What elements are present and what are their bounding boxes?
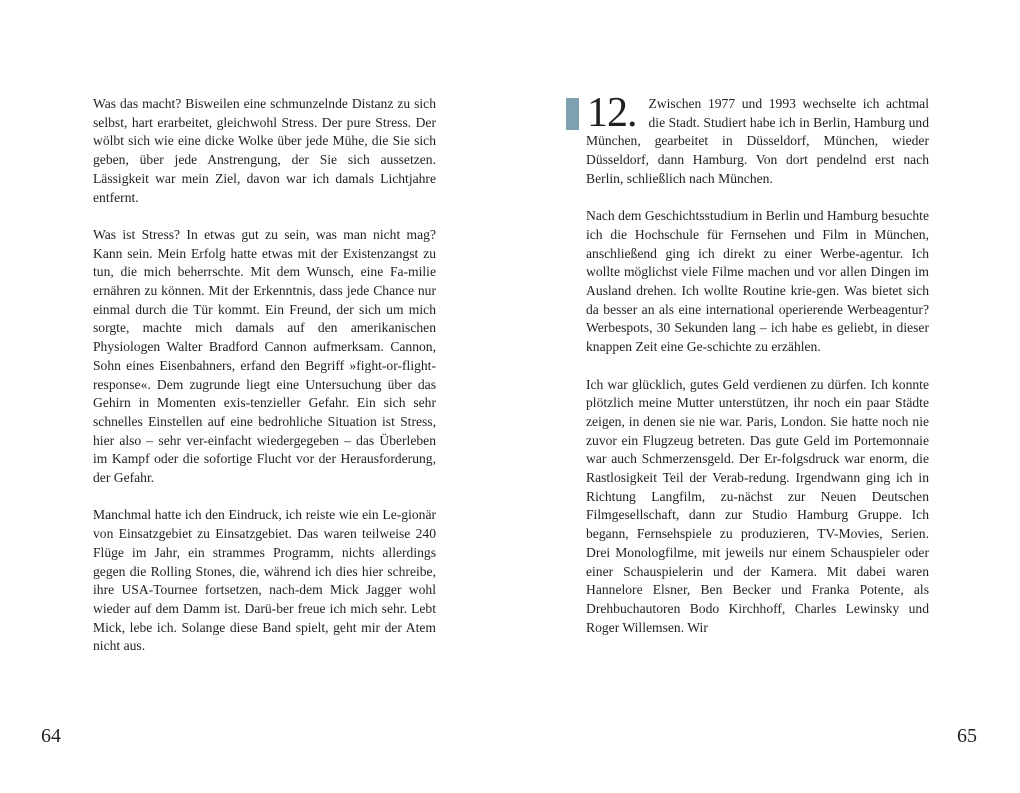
right-page-number: 65 [957, 725, 977, 747]
left-text-column [93, 95, 436, 675]
left-paragraph-1: Was das macht? Bisweilen eine schmunzelnde Distanz zu sich selbst, hart erarbeitet, gleichwohl Stress. Der pure Stress. Der wölbt sich wie eine dicke Wolke über jede Mühe, die Sie sich geben, über jede Anstrengung, der Sie sich aussetzen. Lässigkeit war mein Ziel, davon war ich damals Lichtjahre entfernt. [93, 96, 436, 205]
left-paragraph-2: Was ist Stress? In etwas gut zu sein, was man nicht mag? Kann sein. Mein Erfolg hatte etwas mit der Existenzangst zu tun, die mich beherrschte. Mit dem Wunsch, eine Fa-milie ernähren zu können. Mit der Erkenntnis, dass jede Chance nur einmal durch die Tür kommt. Ein Freund, der sich um mich sorgte, machte mich damals auf den amerikanischen Physiologen Walter Bradford Cannon aufmerksam. Cannon, Sohn eines Eisenbahners, erfand den Begriff »fight-or-flight-response«. Dem zugrunde liegt eine Untersuchung über das Gehirn in Momenten exis-tenzieller Gefahr. Ein sich sehr schnelles Einstellen auf eine bedrohliche Situation ist Stress, hier also – sehr ver-einfacht wiedergegeben – das Überleben im Kampf oder die sofortige Flucht vor der Herausforderung, der Gefahr. [93, 226, 436, 486]
chapter-number: 12. [587, 90, 637, 136]
right-page [510, 0, 1020, 793]
right-paragraph-2: Nach dem Geschichtsstudium in Berlin und Hamburg besuchte ich die Hochschule für Fernsehen und Film in München, anschließend ging ich direkt zu einer Werbe-agentur. Ich wollte möglichst viele Filme machen und vor allen Dingen im Ausland drehen. Ich wollte Routine krie-gen. Was bietet sich da besser an als eine international operierende Werbeagentur? Werbespots, 30 Sekunden lang – ich habe es geliebt, in dieser knappen Zeit eine Ge-schichte zu erzählen. [586, 208, 929, 355]
right-paragraph-1: Zwischen 1977 und 1993 wechselte ich achtmal die Stadt. Studiert habe ich in Berlin, Hamburg und München, gearbeitet in Düsseldorf, München, wieder Düsseldorf, dann Hamburg. Von dort pendelnd erst nach Berlin, schließlich nach München. [586, 96, 929, 186]
left-paragraph-3: Manchmal hatte ich den Eindruck, ich reiste wie ein Le-gionär von Einsatzgebiet zu Einsatzgebiet. Das waren teilweise 240 Flüge im Jahr, ein strammes Programm, nichts allerdings gegen die Rolling Stones, die, während ich dies hier schreibe, ihre USA-Tournee fortsetzen, nach-dem Mick Jagger wohl wieder auf dem Damm ist. Darü-ber freue ich mich sehr. Lebt Mick, lebe ich. Solange diese Band spielt, geht mir der Atem nicht aus. [93, 507, 436, 654]
right-paragraph-3: Ich war glücklich, gutes Geld verdienen zu dürfen. Ich konnte plötzlich meine Mutter unterstützen, ihr noch ein paar Städte zeigen, in denen sie nie war. Paris, London. Sie hatte noch nie zuvor ein Flugzeug betreten. Das gute Geld im Portemonnaie war auch Schmerzensgeld. Der Er-folgsdruck war enorm, die Rastlosigkeit Teil der Verab-redung. Irgendwann ging ich in Richtung Langfilm, zu-nächst zur Neuen Deutschen Filmgesellschaft, dann zur Studio Hamburg Gruppe. Ich begann, Fernsehspiele zu produzieren, TV-Movies, Serien. Drei Monologfilme, mit jeweils nur einem Schauspieler oder einer Schauspielerin und der Kamera. Mit dabei waren Hannelore Elsner, Ben Becker und Franka Potente, als Drehbuchautoren Bodo Kirchhoff, Charles Lewinsky und Roger Willemsen. Wir [586, 376, 929, 635]
right-text-column [586, 90, 929, 656]
left-page-number: 64 [41, 725, 61, 747]
chapter-marker-bar [566, 98, 579, 130]
